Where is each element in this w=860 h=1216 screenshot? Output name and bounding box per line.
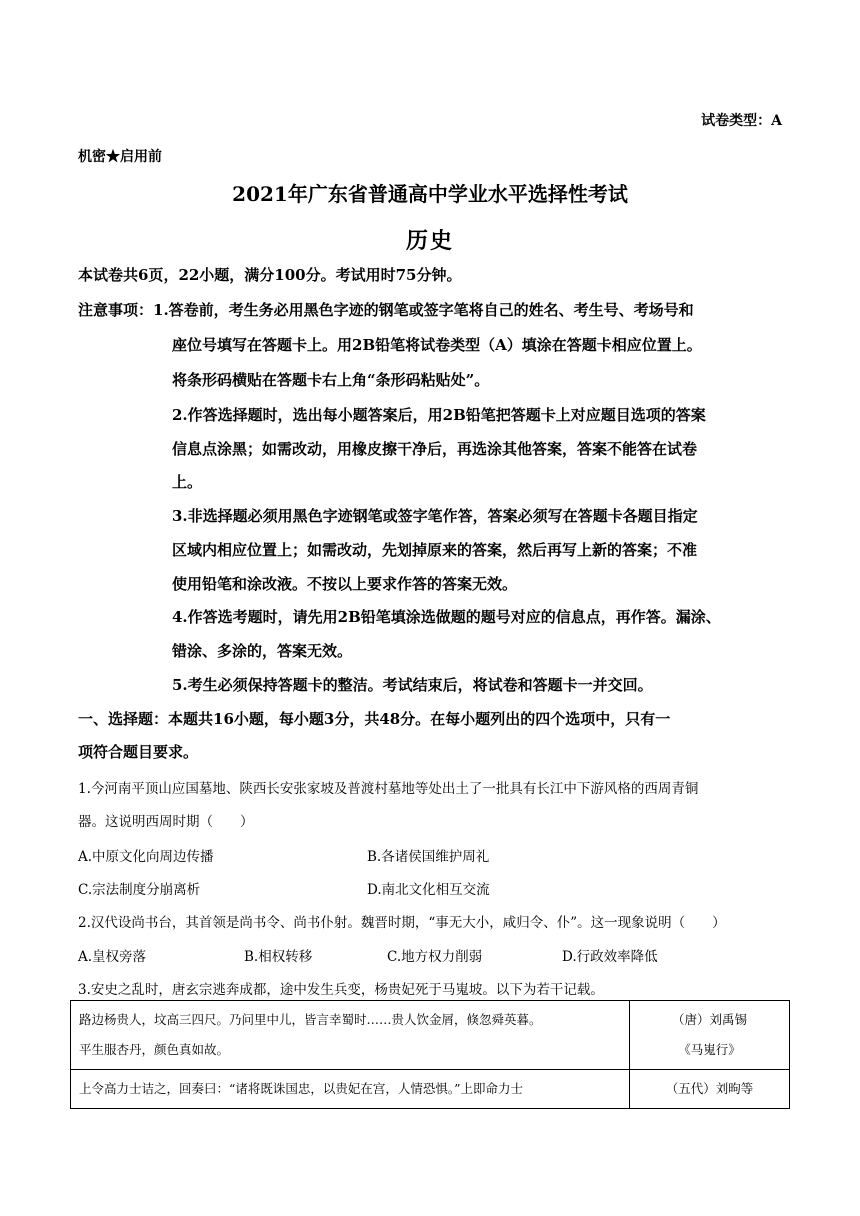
source-text: 上令高力士诘之，回奏曰：“诸将既诛国忠，以贵妃在宫，人情恐惧。”上即命力士 bbox=[79, 1081, 524, 1096]
question-3-stem: 3.安史之乱时，唐玄宗逃奔成都，途中发生兵变，杨贵妃死于马嵬坡。以下为若干记载。 bbox=[78, 982, 604, 998]
section-heading: 一、选择题：本题共16小题，每小题3分，共48分。在每小题列出的四个选项中，只有一 bbox=[78, 710, 671, 728]
source-table bbox=[70, 1000, 790, 1109]
table-row bbox=[71, 1070, 790, 1109]
question-2-option-d: D.行政效率降低 bbox=[562, 949, 658, 965]
question-1-stem-line-2: 器。这说明西周时期（ ） bbox=[78, 814, 254, 830]
exam-title: 2021年广东省普通高中学业水平选择性考试 bbox=[232, 182, 628, 206]
notice-item-4: 4.作答选考题时，请先用2B铅笔填涂选做题的题号对应的信息点，再作答。漏涂、 bbox=[172, 608, 721, 626]
question-1-option-c: C.宗法制度分崩离析 bbox=[78, 882, 201, 898]
notice-item-1: 注意事项：1.答卷前，考生务必用黑色字迹的钢笔或签字笔将自己的姓名、考生号、考场号和 bbox=[78, 301, 694, 319]
notice-item-2: 2.作答选择题时，选出每小题答案后，用2B铅笔把答题卡上对应题目选项的答案 bbox=[172, 406, 706, 424]
notice-item-1-line-2: 座位号填写在答题卡上。用2B铅笔将试卷类型（A）填涂在答题卡相应位置上。 bbox=[172, 336, 702, 354]
source-text-cell bbox=[71, 1070, 630, 1109]
source-reference-cell bbox=[630, 1070, 790, 1109]
section-heading-line-2: 项符合题目要求。 bbox=[78, 743, 199, 761]
confidential-label: 机密★启用前 bbox=[78, 149, 162, 165]
source-author: （五代）刘昫等 bbox=[665, 1081, 754, 1096]
source-author: （唐）刘禹锡 bbox=[671, 1012, 747, 1027]
source-text: 路边杨贵人，坟高三四尺。乃问里中儿，皆言幸蜀时……贵人饮金屑，倏忽舜英暮。 bbox=[79, 1012, 542, 1027]
source-text: 平生服杏丹，颜色真如故。 bbox=[79, 1042, 230, 1057]
question-1-option-b: B.各诸侯国维护周礼 bbox=[367, 849, 490, 865]
notice-item-2-line-2: 信息点涂黑；如需改动，用橡皮擦干净后，再选涂其他答案，答案不能答在试卷 bbox=[172, 440, 698, 458]
question-2-stem: 2.汉代设尚书台，其首领是尚书令、尚书仆射。魏晋时期，“事无大小，咸归令、仆”。这一现象说明（ ） bbox=[78, 915, 726, 931]
notice-item-3-line-3: 使用铅笔和涂改液。不按以上要求作答的答案无效。 bbox=[172, 575, 518, 593]
notice-item-3-line-2: 区域内相应位置上；如需改动，先划掉原来的答案，然后再写上新的答案；不准 bbox=[172, 541, 698, 559]
source-work: 《马嵬行》 bbox=[678, 1042, 741, 1057]
question-1-option-d: D.南北文化相互交流 bbox=[367, 882, 490, 898]
notice-item-5: 5.考生必须保持答题卡的整洁。考试结束后，将试卷和答题卡一并交回。 bbox=[172, 676, 653, 694]
paper-type-label: 试卷类型：A bbox=[701, 113, 782, 129]
question-2-option-b: B.相权转移 bbox=[244, 949, 313, 965]
question-2-option-c: C.地方权力削弱 bbox=[387, 949, 483, 965]
table-row bbox=[71, 1001, 790, 1070]
source-reference-cell bbox=[630, 1001, 790, 1070]
notice-item-2-line-3: 上。 bbox=[172, 473, 203, 491]
question-2-option-a: A.皇权旁落 bbox=[78, 949, 147, 965]
notice-item-3: 3.非选择题必须用黑色字迹钢笔或签字笔作答，答案必须写在答题卡各题目指定 bbox=[172, 507, 698, 525]
question-1-option-a: A.中原文化向周边传播 bbox=[78, 849, 214, 865]
exam-intro: 本试卷共6页，22小题，满分100分。考试用时75分钟。 bbox=[78, 266, 462, 284]
source-text-cell bbox=[71, 1001, 630, 1070]
notice-item-1-line-3: 将条形码横贴在答题卡右上角“条形码粘贴处”。 bbox=[172, 371, 490, 389]
subject-title: 历史 bbox=[405, 228, 454, 254]
notice-item-4-line-2: 错涂、多涂的，答案无效。 bbox=[172, 642, 353, 660]
question-1-stem: 1.今河南平顶山应国墓地、陕西长安张家坡及普渡村墓地等处出土了一批具有长江中下游风格的西周青铜 bbox=[78, 781, 699, 797]
